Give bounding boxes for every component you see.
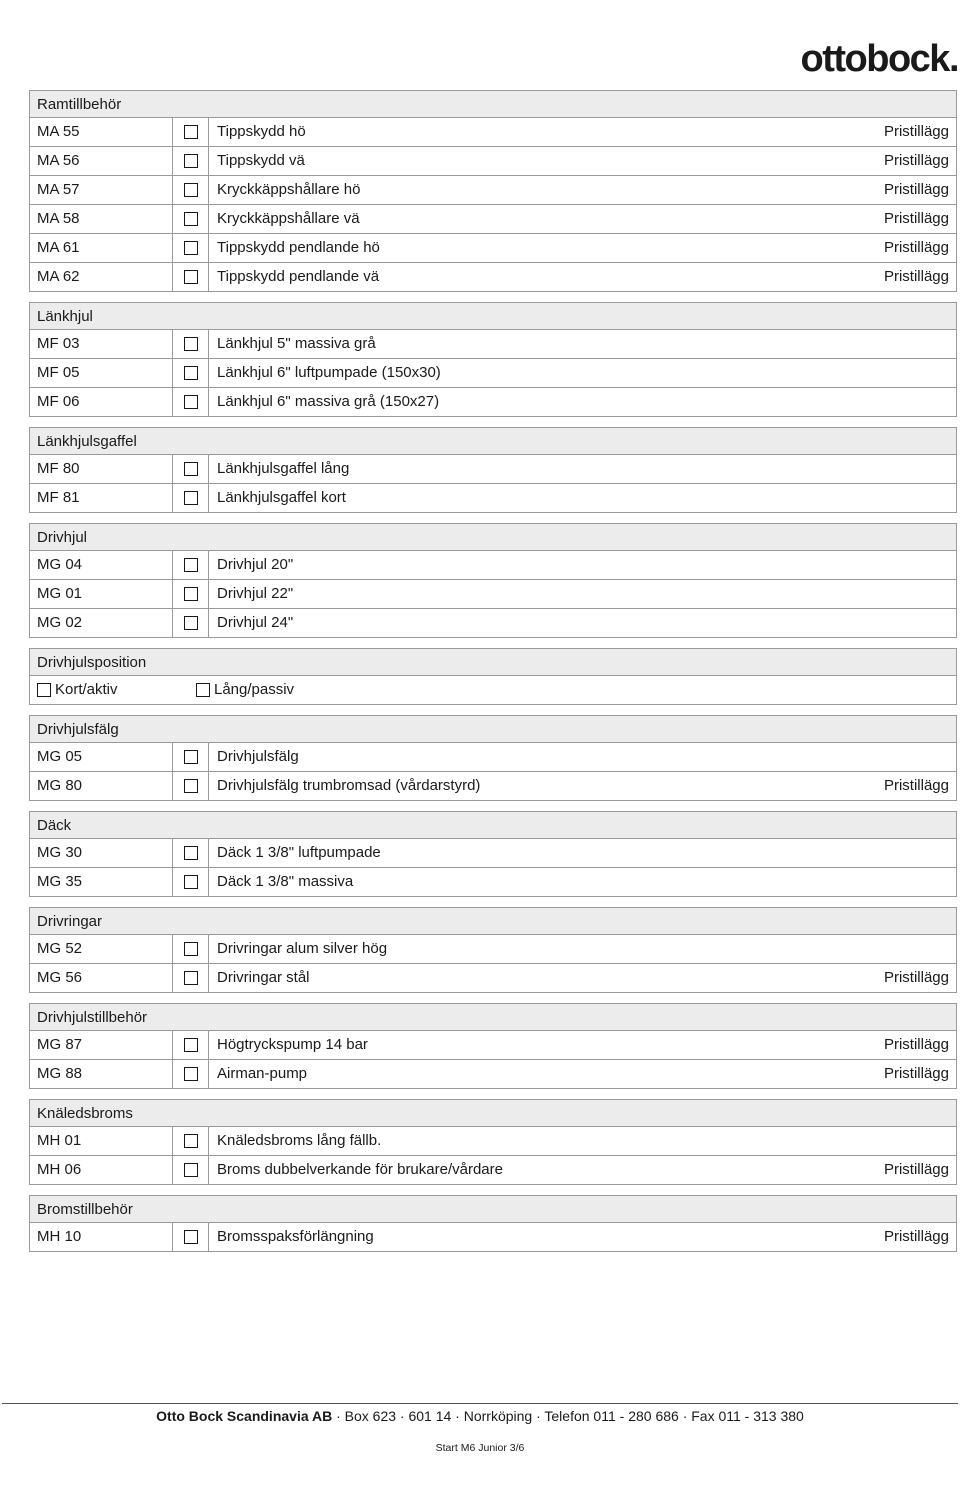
- item-row: [29, 935, 957, 964]
- item-checkbox-cell: [173, 205, 209, 233]
- item-description: Däck 1 3/8" massiva: [217, 873, 354, 890]
- item-code: MH 01: [30, 1127, 173, 1155]
- item-code: MG 52: [30, 935, 173, 963]
- option-row: [29, 676, 957, 705]
- item-checkbox-cell: [173, 118, 209, 146]
- item-code: MF 03: [30, 330, 173, 358]
- item-checkbox-cell: [173, 1127, 209, 1155]
- item-row: [29, 868, 957, 897]
- item-row: [29, 1127, 957, 1156]
- item-checkbox-cell: [173, 484, 209, 512]
- item-price-note: [949, 455, 956, 483]
- section-title: Drivhjulstillbehör: [29, 1003, 957, 1031]
- item-checkbox-cell: [173, 1060, 209, 1088]
- item-price-note: Pristillägg: [883, 777, 949, 794]
- item-checkbox[interactable]: [184, 616, 198, 630]
- item-checkbox-cell: [173, 330, 209, 358]
- item-code: MA 56: [30, 147, 173, 175]
- item-description: Drivhjul 22": [217, 585, 294, 602]
- item-checkbox[interactable]: [184, 270, 198, 284]
- item-price-note: Pristillägg: [883, 210, 949, 227]
- item-description: Länkhjul 6" massiva grå (150x27): [217, 393, 440, 410]
- form-section: [29, 427, 957, 513]
- item-price-note: Pristillägg: [883, 1065, 949, 1082]
- item-checkbox-cell: [173, 935, 209, 963]
- item-row: [29, 147, 957, 176]
- item-description: Knäledsbroms lång fällb.: [217, 1132, 382, 1149]
- section-title: Bromstillbehör: [29, 1195, 957, 1223]
- item-code: MG 30: [30, 839, 173, 867]
- item-checkbox[interactable]: [184, 241, 198, 255]
- item-price-note: [949, 330, 956, 358]
- item-code: MG 01: [30, 580, 173, 608]
- item-code: MG 04: [30, 551, 173, 579]
- item-description: Drivhjul 20": [217, 556, 294, 573]
- footer-address: · Box 623 · 601 14 · Norrköping · Telefon 011 - 280 686 · Fax 011 - 313 380: [332, 1408, 804, 1424]
- item-description: Tippskydd pendlande hö: [217, 239, 380, 256]
- item-checkbox[interactable]: [184, 395, 198, 409]
- section-title: Knäledsbroms: [29, 1099, 957, 1127]
- item-row: [29, 205, 957, 234]
- item-row: [29, 1060, 957, 1089]
- item-code: MG 87: [30, 1031, 173, 1059]
- item-price-note: Pristillägg: [883, 239, 949, 256]
- form-section: [29, 1099, 957, 1185]
- section-title: Drivringar: [29, 907, 957, 935]
- item-code: MF 06: [30, 388, 173, 416]
- item-checkbox-cell: [173, 263, 209, 291]
- item-checkbox[interactable]: [184, 1163, 198, 1177]
- position-option[interactable]: [196, 676, 294, 704]
- item-checkbox-cell: [173, 743, 209, 771]
- order-form: [29, 90, 957, 1262]
- section-title: Drivhjulsposition: [29, 648, 957, 676]
- item-checkbox-cell: [173, 147, 209, 175]
- item-code: MA 61: [30, 234, 173, 262]
- footer-page-number: Start M6 Junior 3/6: [435, 1442, 525, 1454]
- item-description: Länkhjulsgaffel kort: [217, 489, 346, 506]
- footer-company: Otto Bock Scandinavia AB: [156, 1408, 333, 1424]
- form-section: [29, 1003, 957, 1089]
- item-checkbox-cell: [173, 868, 209, 896]
- item-row: [29, 551, 957, 580]
- item-price-note: [949, 580, 956, 608]
- item-code: MA 57: [30, 176, 173, 204]
- item-description: Däck 1 3/8" luftpumpade: [217, 844, 381, 861]
- item-checkbox[interactable]: [184, 462, 198, 476]
- item-description: Högtryckspump 14 bar: [217, 1036, 368, 1053]
- item-code: MG 56: [30, 964, 173, 992]
- form-section: [29, 90, 957, 292]
- item-code: MG 80: [30, 772, 173, 800]
- option-checkbox[interactable]: [37, 683, 51, 697]
- ottobock-logo: ottobock.: [800, 38, 958, 80]
- item-row: [29, 455, 957, 484]
- item-code: MA 58: [30, 205, 173, 233]
- item-row: [29, 1156, 957, 1185]
- item-checkbox-cell: [173, 839, 209, 867]
- option-label: Kort/aktiv: [55, 681, 118, 698]
- item-code: MF 80: [30, 455, 173, 483]
- item-row: [29, 964, 957, 993]
- item-description: Drivhjulsfälg: [217, 748, 299, 765]
- item-code: MG 88: [30, 1060, 173, 1088]
- section-title: Drivhjul: [29, 523, 957, 551]
- item-price-note: Pristillägg: [883, 152, 949, 169]
- form-section: [29, 715, 957, 801]
- item-checkbox[interactable]: [184, 366, 198, 380]
- item-row: [29, 743, 957, 772]
- item-checkbox-cell: [173, 551, 209, 579]
- item-checkbox[interactable]: [184, 183, 198, 197]
- option-label: Lång/passiv: [214, 681, 295, 698]
- item-description: Kryckkäppshållare vä: [217, 210, 360, 227]
- item-row: [29, 580, 957, 609]
- item-row: [29, 839, 957, 868]
- item-description: Drivhjul 24": [217, 614, 294, 631]
- item-row: [29, 118, 957, 147]
- item-row: [29, 484, 957, 513]
- item-description: Länkhjul 6" luftpumpade (150x30): [217, 364, 441, 381]
- item-price-note: Pristillägg: [883, 969, 949, 986]
- item-checkbox[interactable]: [184, 942, 198, 956]
- form-section: [29, 1195, 957, 1252]
- item-code: MF 05: [30, 359, 173, 387]
- item-checkbox-cell: [173, 772, 209, 800]
- item-checkbox[interactable]: [184, 779, 198, 793]
- item-row: [29, 234, 957, 263]
- item-code: MG 35: [30, 868, 173, 896]
- item-checkbox[interactable]: [184, 846, 198, 860]
- item-checkbox[interactable]: [184, 1134, 198, 1148]
- item-checkbox-cell: [173, 1156, 209, 1184]
- form-section: [29, 907, 957, 993]
- section-title: Däck: [29, 811, 957, 839]
- item-checkbox-cell: [173, 609, 209, 637]
- item-checkbox[interactable]: [184, 212, 198, 226]
- item-row: [29, 1223, 957, 1252]
- item-checkbox[interactable]: [184, 875, 198, 889]
- item-checkbox-cell: [173, 234, 209, 262]
- item-price-note: Pristillägg: [883, 123, 949, 140]
- item-checkbox-cell: [173, 359, 209, 387]
- item-checkbox[interactable]: [184, 1038, 198, 1052]
- item-description: Drivhjulsfälg trumbromsad (vårdarstyrd): [217, 777, 481, 794]
- position-option[interactable]: [30, 676, 196, 704]
- item-checkbox[interactable]: [184, 125, 198, 139]
- item-price-note: Pristillägg: [883, 181, 949, 198]
- item-row: [29, 359, 957, 388]
- form-section: [29, 523, 957, 638]
- item-price-note: [949, 868, 956, 896]
- item-price-note: [949, 551, 956, 579]
- item-description: Drivringar alum silver hög: [217, 940, 388, 957]
- item-checkbox[interactable]: [184, 587, 198, 601]
- item-price-note: [949, 935, 956, 963]
- item-description: Länkhjul 5" massiva grå: [217, 335, 376, 352]
- item-price-note: Pristillägg: [883, 1228, 949, 1245]
- item-code: MH 06: [30, 1156, 173, 1184]
- item-description: Tippskydd hö: [217, 123, 306, 140]
- item-description: Airman-pump: [217, 1065, 308, 1082]
- item-description: Broms dubbelverkande för brukare/vårdare: [217, 1161, 503, 1178]
- item-row: [29, 772, 957, 801]
- item-price-note: [949, 359, 956, 387]
- item-description: Länkhjulsgaffel lång: [217, 460, 350, 477]
- section-title: Länkhjulsgaffel: [29, 427, 957, 455]
- item-checkbox-cell: [173, 176, 209, 204]
- form-section: [29, 302, 957, 417]
- item-checkbox[interactable]: [184, 750, 198, 764]
- option-checkbox[interactable]: [196, 683, 210, 697]
- item-price-note: Pristillägg: [883, 1036, 949, 1053]
- item-checkbox-cell: [173, 1223, 209, 1251]
- form-section: [29, 648, 957, 705]
- item-checkbox-cell: [173, 580, 209, 608]
- item-code: MH 10: [30, 1223, 173, 1251]
- item-checkbox[interactable]: [184, 558, 198, 572]
- item-row: [29, 609, 957, 638]
- item-price-note: [949, 743, 956, 771]
- item-price-note: [949, 388, 956, 416]
- item-checkbox[interactable]: [184, 971, 198, 985]
- item-code: MA 55: [30, 118, 173, 146]
- item-code: MG 02: [30, 609, 173, 637]
- item-row: [29, 176, 957, 205]
- item-row: [29, 330, 957, 359]
- item-code: MA 62: [30, 263, 173, 291]
- item-checkbox-cell: [173, 455, 209, 483]
- item-code: MG 05: [30, 743, 173, 771]
- section-title: Länkhjul: [29, 302, 957, 330]
- item-checkbox[interactable]: [184, 1067, 198, 1081]
- item-description: Bromsspaksförlängning: [217, 1228, 374, 1245]
- item-checkbox-cell: [173, 1031, 209, 1059]
- item-code: MF 81: [30, 484, 173, 512]
- item-row: [29, 263, 957, 292]
- item-price-note: [949, 609, 956, 637]
- item-row: [29, 1031, 957, 1060]
- item-description: Tippskydd vä: [217, 152, 305, 169]
- section-title: Drivhjulsfälg: [29, 715, 957, 743]
- item-price-note: Pristillägg: [883, 1161, 949, 1178]
- footer-contact: [0, 1408, 960, 1424]
- item-checkbox[interactable]: [184, 337, 198, 351]
- item-description: Kryckkäppshållare hö: [217, 181, 361, 198]
- footer-divider: [2, 1403, 958, 1404]
- item-checkbox-cell: [173, 964, 209, 992]
- item-checkbox[interactable]: [184, 491, 198, 505]
- item-checkbox-cell: [173, 388, 209, 416]
- item-checkbox[interactable]: [184, 154, 198, 168]
- item-description: Drivringar stål: [217, 969, 310, 986]
- item-checkbox[interactable]: [184, 1230, 198, 1244]
- item-price-note: Pristillägg: [883, 268, 949, 285]
- section-title: Ramtillbehör: [29, 90, 957, 118]
- item-price-note: [949, 1127, 956, 1155]
- item-description: Tippskydd pendlande vä: [217, 268, 380, 285]
- form-section: [29, 811, 957, 897]
- item-row: [29, 388, 957, 417]
- item-price-note: [949, 484, 956, 512]
- item-price-note: [949, 839, 956, 867]
